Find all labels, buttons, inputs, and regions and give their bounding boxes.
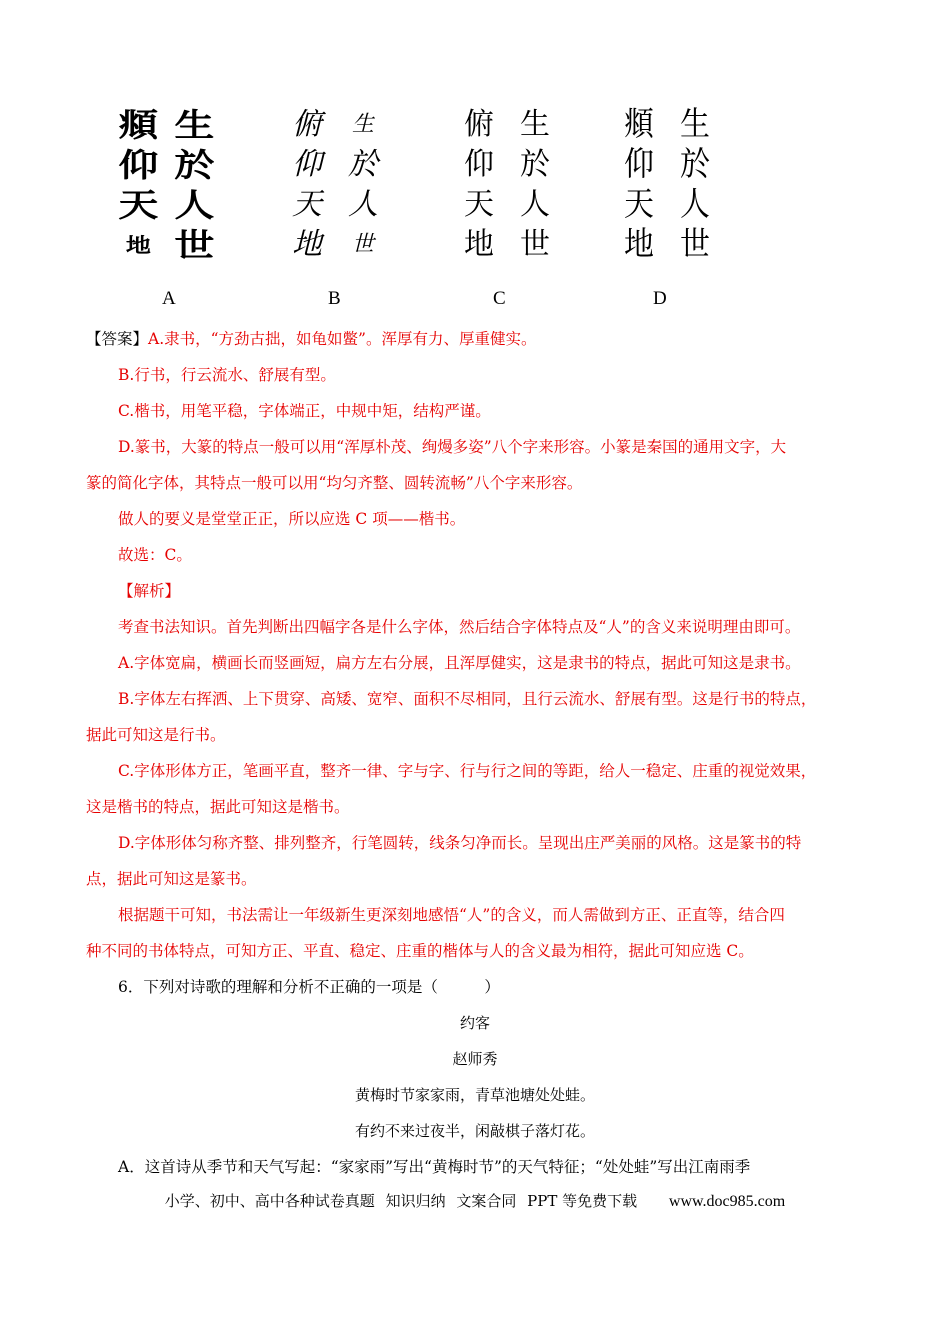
poem-line-1: 黄梅时节家家雨，青草池塘处处蛙。 <box>354 1086 595 1104</box>
glyph: 天 <box>118 186 160 224</box>
footer-item: 小学、初中、高中各种试卷真题 <box>164 1192 375 1210</box>
answer-line-c: C.楷书，用笔平稳，字体端正，中规中矩，结构严谨。 <box>118 402 491 420</box>
analysis-line-6a: 根据题干可知，书法需让一年级新生更深刻地感悟“人”的含义，而人需做到方正、正直等，结合四 <box>118 906 785 924</box>
poem-author: 赵师秀 <box>452 1050 498 1068</box>
glyph: 世 <box>520 227 550 262</box>
glyph: 於 <box>680 145 710 184</box>
analysis-line-5a: D.字体形体匀称齐整、排列整齐，行笔圆转，线条匀净而长。呈现出庄严美丽的风格。这是篆书的特 <box>118 834 802 852</box>
glyph: 人 <box>174 186 216 224</box>
calligraphy-sample-a <box>120 108 214 318</box>
answer-line-f: 故选：C。 <box>118 546 192 564</box>
glyph: 於 <box>348 147 378 182</box>
option-label-d: D <box>653 288 667 309</box>
glyph: 於 <box>174 146 216 184</box>
answer-line-a <box>86 328 866 350</box>
glyph: 地 <box>292 227 322 262</box>
option-label-a: A <box>162 288 176 309</box>
analysis-line-1: 考查书法知识。首先判断出四幅字各是什么字体，然后结合字体特点及“人”的含义来说明理由即可。 <box>118 618 801 636</box>
glyph: 俯 <box>464 107 494 142</box>
calligraphy-sample-c <box>460 108 554 318</box>
glyph: 人 <box>348 187 378 222</box>
question-text: 6．下列对诗歌的理解和分析不正确的一项是（ ） <box>118 978 500 996</box>
analysis-line-2: A.字体宽扁，横画长而竖画短，扁方左右分展，且浑厚健实，这是隶书的特点，据此可知这是隶书。 <box>118 654 801 672</box>
footer-item: 知识归纳 <box>385 1192 446 1210</box>
glyph: 仰 <box>464 147 494 182</box>
glyph: 生 <box>351 112 374 137</box>
answer-line-b: B.行书，行云流水、舒展有型。 <box>118 366 336 384</box>
glyph: 世 <box>351 232 374 257</box>
glyph: 地 <box>125 233 153 257</box>
calligraphy-sample-d <box>620 105 714 318</box>
glyph: 人 <box>680 185 710 224</box>
glyph: 人 <box>520 187 550 222</box>
glyph: 頫 <box>624 105 654 144</box>
analysis-line-5b: 点，据此可知这是篆书。 <box>86 870 257 888</box>
glyph: 仰 <box>118 146 160 184</box>
option-label-c: C <box>493 288 506 309</box>
analysis-line-4b: 这是楷书的特点，据此可知这是楷书。 <box>86 798 350 816</box>
answer-text-a: A.隶书，“方劲古拙，如龟如鳖”。浑厚有力、厚重健实。 <box>148 330 537 348</box>
analysis-line-3a: B.字体左右挥洒、上下贯穿、高矮、宽窄、面积不尽相同，且行云流水、舒展有型。这是行书的特点， <box>118 690 817 708</box>
analysis-line-6b: 种不同的书体特点，可知方正、平直、稳定、庄重的楷体与人的含义最为相符，据此可知应选 C。 <box>86 942 754 960</box>
analysis-line-4a: C.字体形体方正，笔画平直，整齐一律、字与字、行与行之间的等距，给人一稳定、庄重的视觉效果， <box>118 762 817 780</box>
option-label-b: B <box>328 288 341 309</box>
glyph: 天 <box>464 187 494 222</box>
answer-line-d2: 篆的简化字体，其特点一般可以用“均匀齐整、圆转流畅”八个字来形容。 <box>86 474 583 492</box>
glyph: 世 <box>680 225 710 264</box>
glyph: 地 <box>464 227 494 262</box>
glyph: 天 <box>624 185 654 224</box>
glyph: 天 <box>292 187 322 222</box>
poem-title: 约客 <box>459 1014 490 1032</box>
analysis-tag: 【解析】 <box>118 582 181 600</box>
glyph: 生 <box>680 105 710 144</box>
footer-item: PPT 等免费下载 <box>527 1192 638 1210</box>
glyph: 地 <box>624 225 654 264</box>
glyph: 世 <box>174 226 216 264</box>
glyph: 生 <box>520 107 550 142</box>
glyph: 仰 <box>624 145 654 184</box>
calligraphy-samples-figure <box>118 105 720 318</box>
answer-line-d1: D.篆书，大篆的特点一般可以用“浑厚朴茂、绚熳多姿”八个字来形容。小篆是秦国的通用文字，大 <box>118 438 787 456</box>
footer-url[interactable]: www.doc985.com <box>668 1193 786 1210</box>
analysis-line-3b: 据此可知这是行书。 <box>86 726 226 744</box>
calligraphy-sample-b <box>288 108 382 318</box>
glyph: 生 <box>174 106 216 144</box>
poem-line-2: 有约不来过夜半，闲敲棋子落灯花。 <box>354 1122 595 1140</box>
page-footer <box>0 1190 950 1211</box>
glyph: 俯 <box>292 107 322 142</box>
glyph: 於 <box>520 147 550 182</box>
answer-tag: 【答案】 <box>86 330 149 348</box>
footer-item: 文案合同 <box>456 1192 517 1210</box>
glyph: 仰 <box>292 147 322 182</box>
glyph: 頫 <box>118 106 160 144</box>
option-a-text: A．这首诗从季节和天气写起：“家家雨”写出“黄梅时节”的天气特征；“处处蛙”写出江南雨季 <box>118 1158 751 1176</box>
answer-line-e: 做人的要义是堂堂正正，所以应选 C 项——楷书。 <box>118 510 466 528</box>
